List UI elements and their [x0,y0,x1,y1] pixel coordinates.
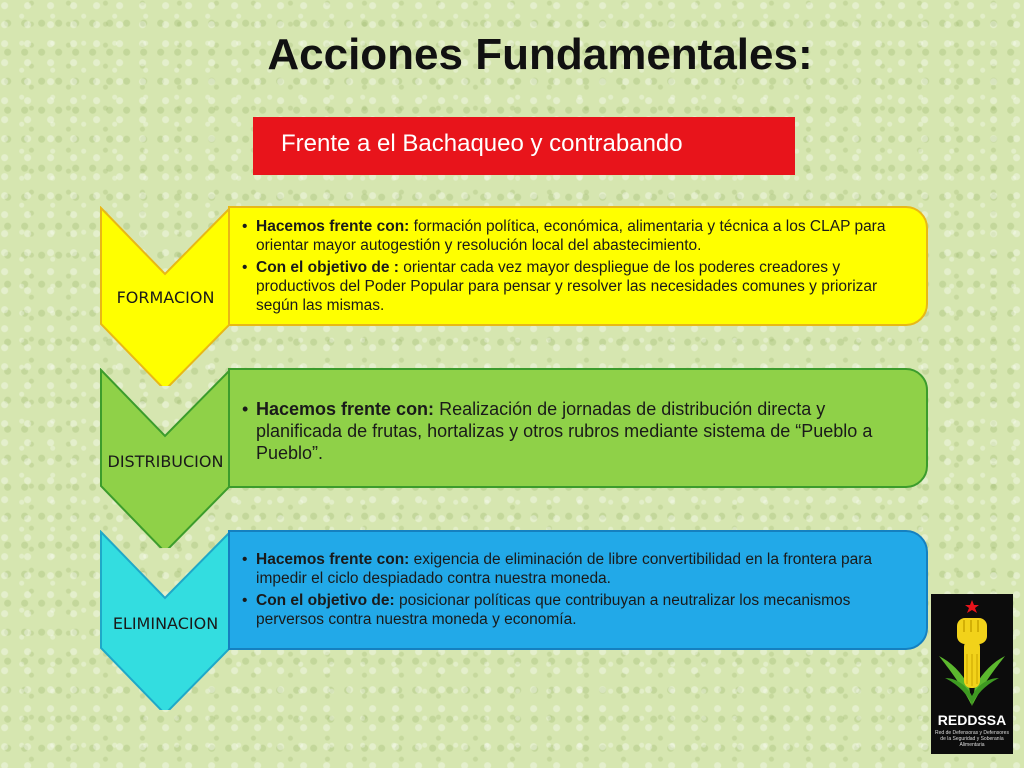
bullet-lead: Hacemos frente con: [256,551,410,568]
logo-tagline: Red de Defensoras y Defensores de la Seguridad y Soberanía Alimentaria [935,730,1009,748]
slide-title: Acciones Fundamentales: [267,30,813,79]
logo-name: REDDSSA [937,712,1007,728]
reddssa-logo [931,594,1013,754]
chevron-distribucion [99,368,232,548]
bullet-item [242,591,914,629]
step-bar-formacion [228,206,928,326]
bullet-item [242,398,914,464]
bullet-text: posicionar políticas que contribuyan a neutralizar los mecanismos perversos contra nuestra moneda y economía. [256,592,851,628]
subtitle-banner [253,117,795,175]
step-label-formacion: FORMACION [116,288,215,307]
bullet-lead: Con el objetivo de: [256,592,395,609]
step-bar-eliminacion [228,530,928,650]
chevron-formacion [99,206,232,386]
bullet-item [242,258,914,315]
bullet-item [242,550,914,588]
step-label-eliminacion: ELIMINACION [112,614,219,633]
bullet-lead: Hacemos frente con: [256,218,410,235]
bullet-lead: Con el objetivo de : [256,259,399,276]
subtitle-text: Frente a el Bachaqueo y contrabando [281,130,683,157]
bullet-text: formación política, económica, alimentaria y técnica a los CLAP para orientar mayor autogestión y resolución local del abastecimiento. [256,218,886,254]
bullet-text: Realización de jornadas de distribución directa y planificada de frutas, hortalizas y otros rubros mediante sistema de “Pueblo a Pueblo”. [256,399,873,463]
chevron-eliminacion [99,530,232,710]
bullet-lead: Hacemos frente con: [256,399,435,419]
bullet-text: orientar cada vez mayor despliegue de los poderes creadores y productivos del Poder Popular para pensar y resolver las necesidades comunes y priorizar según las mismas. [256,259,878,314]
fist-corn-icon [931,594,1013,712]
step-bar-distribucion [228,368,928,488]
bullet-text: exigencia de eliminación de libre convertibilidad en la frontera para impedir el ciclo despiadado contra nuestra moneda. [256,551,873,587]
step-label-distribucion: DISTRIBUCION [107,452,224,471]
bullet-item [242,217,914,255]
